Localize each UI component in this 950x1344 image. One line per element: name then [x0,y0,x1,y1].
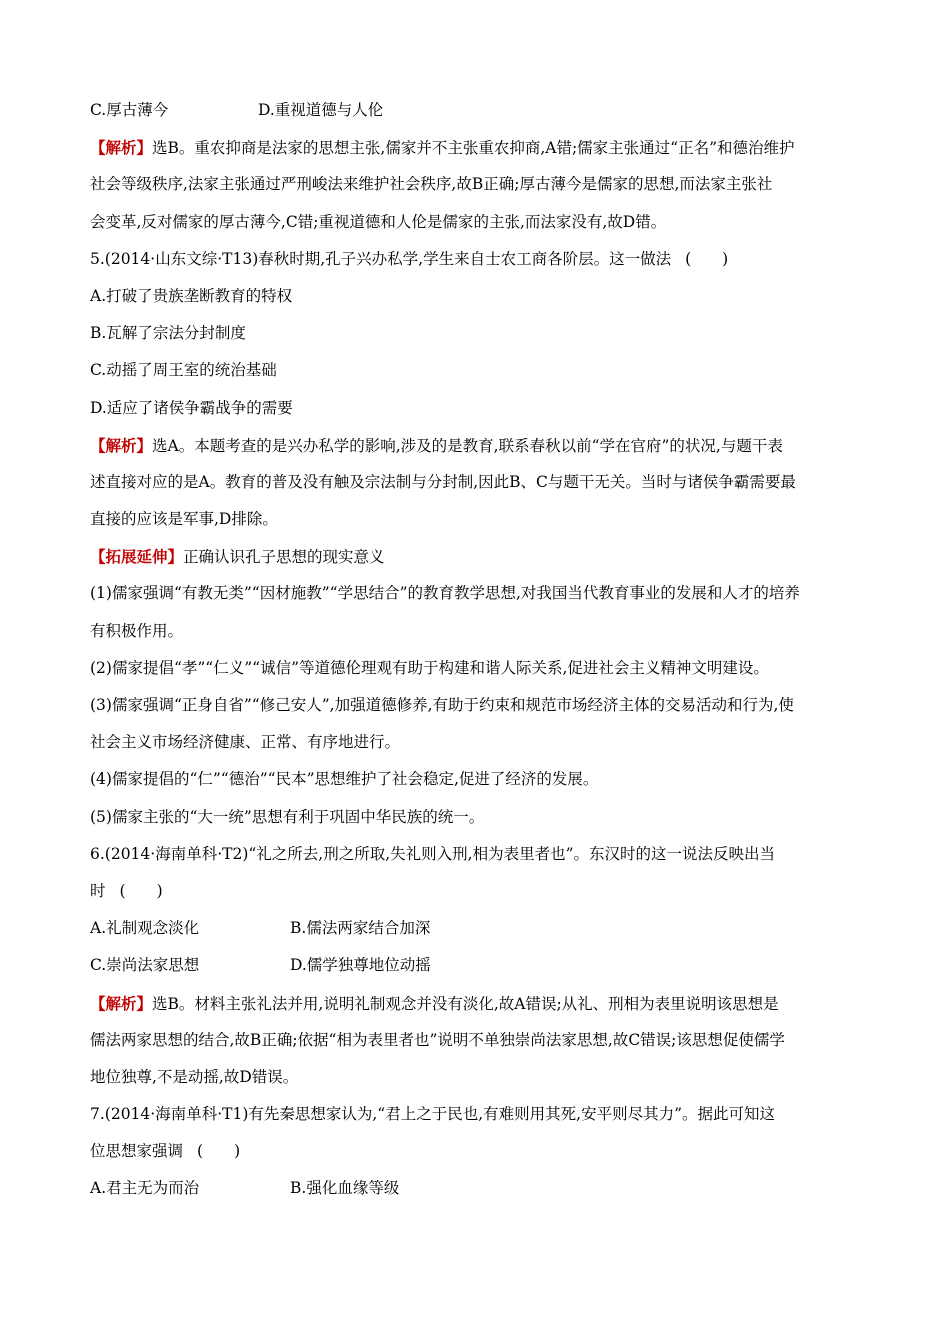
extension-line-3: (2)儒家提倡“孝”“仁义”“诚信”等道德伦理观有助于构建和谐人际关系,促进社会主义精神文明建设。 [90,658,769,677]
q4-analysis-line-2: 社会等级秩序,法家主张通过严刑峻法来维护社会秩序,故B正确;厚古薄今是儒家的思想,而法家主张社 [90,175,773,194]
q4-analysis-line-3: 会变革,反对儒家的厚古薄今,C错;重视道德和人伦是儒家的主张,而法家没有,故D错。 [90,212,667,231]
q7-stem-line-2: 位思想家强调 ( ) [90,1133,870,1170]
q4-option-d: D.重视道德与人伦 [258,101,384,119]
q6-stem-line-1: 6.(2014·海南单科·T2)“礼之所去,刑之所取,失礼则入刑,相为表里者也”。东汉时的这一说法反映出当 [90,844,776,863]
q5-option-c: C.动摇了周王室的统治基础 [90,361,277,380]
q5-analysis-line-2: 述直接对应的是A。教育的普及没有触及宗法制与分封制,因此B、C与题干无关。当时与诸侯争霸需要最 [90,472,796,491]
q4-analysis-tag: 【解析】 [90,138,153,158]
q7-answer-blank: ( ) [197,1142,241,1161]
extension-line-7: (5)儒家主张的“大一统”思想有利于巩固中华民族的统一。 [90,807,485,826]
q7-option-a: A.君主无为而治 [90,1179,200,1198]
q5-analysis-tag: 【解析】 [90,435,153,455]
q5-analysis-line-3: 直接的应该是军事,D排除。 [90,510,278,529]
q5-option-d: D.适应了诸侯争霸战争的需要 [90,398,293,417]
extension-heading: 【拓展延伸】正确认识孔子思想的现实意义 [90,547,385,567]
document-page [90,92,870,1208]
q7-options-row-1 [90,1170,870,1207]
extension-line-6: (4)儒家提倡的“仁”“德治”“民本”思想维护了社会稳定,促进了经济的发展。 [90,770,599,789]
q7-option-b: B.强化血缘等级 [290,1179,400,1198]
extension-tag: 【拓展延伸】 [90,547,184,567]
q4-analysis-line-1: 【解析】选B。重农抑商是法家的思想主张,儒家并不主张重农抑商,A错;儒家主张通过“正名”和德治维护 [90,138,795,158]
extension-line-1: (1)儒家强调“有教无类”“因材施教”“学思结合”的教育教学思想,对我国当代教育事业的发展和人才的培养 [90,584,800,603]
q5-option-b: B.瓦解了宗法分封制度 [90,324,246,343]
q4-option-c: C.厚古薄今 [90,101,169,119]
extension-line-2: 有积极作用。 [90,621,184,640]
q5-stem: 5.(2014·山东文综·T13)春秋时期,孔子兴办私学,学生来自士农工商各阶层。这一做法 ( ) [90,241,870,278]
q6-analysis-line-3: 地位独尊,不是动摇,故D错误。 [90,1067,299,1086]
q6-analysis-tag: 【解析】 [90,993,153,1013]
q6-option-a: A.礼制观念淡化 [90,919,200,938]
q5-answer-blank: ( ) [685,249,729,268]
q6-stem-line-2: 时 ( ) [90,873,870,910]
q6-answer-blank: ( ) [119,881,163,900]
q7-stem-line-1: 7.(2014·海南单科·T1)有先秦思想家认为,“君上之于民也,有难则用其死,安平则尽其力”。据此可知这 [90,1105,776,1124]
q6-options-row-2 [90,947,870,984]
q6-analysis-line-2: 儒法两家思想的结合,故B正确;依据“相为表里者也”说明不单独崇尚法家思想,故C错误;该思想促使儒学 [90,1030,785,1049]
q4-options-row [90,92,870,129]
q5-option-a: A.打破了贵族垄断教育的特权 [90,286,293,305]
q6-option-b: B.儒法两家结合加深 [290,919,431,938]
q6-option-c: C.崇尚法家思想 [90,956,200,975]
extension-line-4: (3)儒家强调“正身自省”“修己安人”,加强道德修养,有助于约束和规范市场经济主体的交易活动和行为,使 [90,696,794,714]
extension-line-5: 社会主义市场经济健康、正常、有序地进行。 [90,733,401,752]
q6-analysis-line-1: 【解析】选B。材料主张礼法并用,说明礼制观念并没有淡化,故A错误;从礼、刑相为表里说明该思想是 [90,993,779,1013]
q5-analysis-line-1: 【解析】选A。本题考查的是兴办私学的影响,涉及的是教育,联系春秋以前“学在官府”的状况,与题干表 [90,435,783,455]
q6-option-d: D.儒学独尊地位动摇 [290,956,431,975]
q6-options-row-1 [90,910,870,947]
